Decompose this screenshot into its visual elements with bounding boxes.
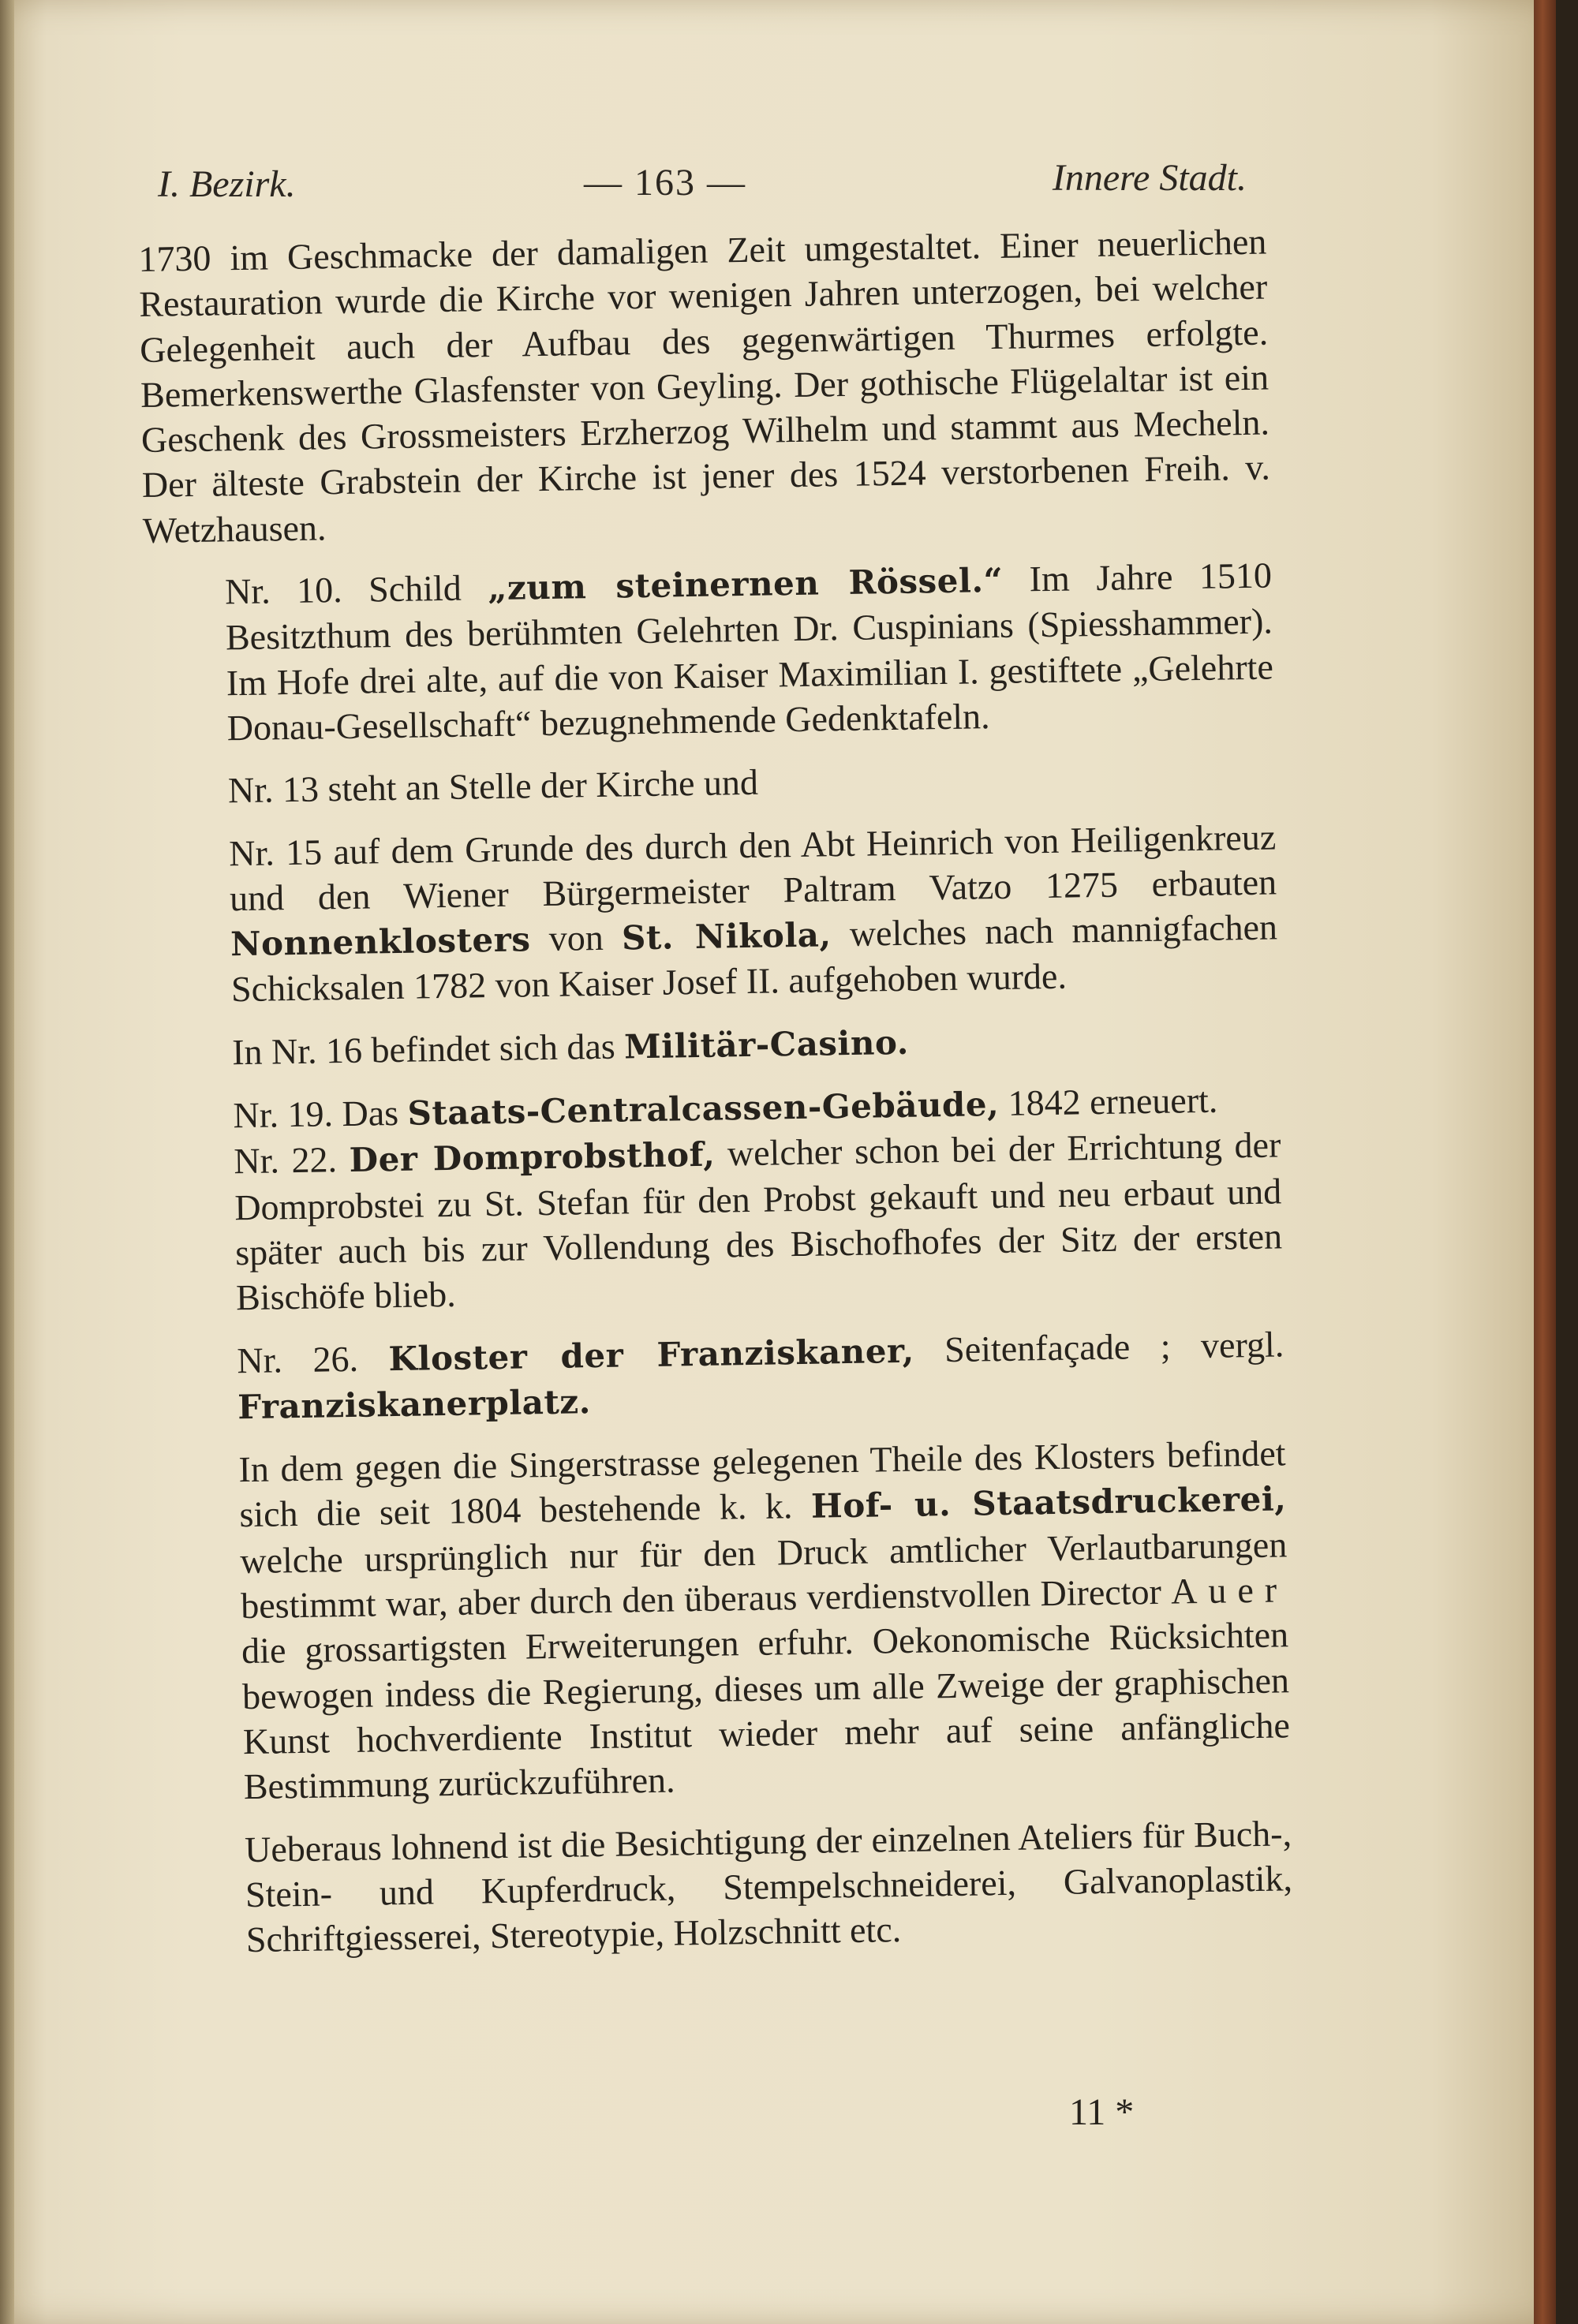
paragraph-nr-22: Nr. 22. Der Domprobsthof, welcher schon bei der Errichtung der Domprobstei zu St. Stefan für den Probst gekauft und neu erbaut und später auch bis zur Vollendung des Bischofhofes der Sitz der ersten Bischöfe blieb. [234,1124,1283,1318]
emphasis-st-nikola: St. Nikola, [621,915,832,958]
signature-mark: 11 * [1069,2091,1135,2133]
emphasis-staats-centralcassen: Staats-Centralcassen-Gebäude, [407,1085,1000,1133]
emphasis-franziskanerplatz: Franziskanerplatz. [237,1382,592,1427]
paragraph-nr-16: In Nr. 16 befindet sich das Militär-Casino. [231,1022,910,1073]
paragraph-nr-19: Nr. 19. Das Staats-Centralcassen-Gebäude, 1842 erneuert. [233,1079,1218,1136]
running-header [158,157,1247,218]
paragraph-ateliers: Ueberaus lohnend ist die Besichtigung der einzelnen Ateliers für Buch-, Stein- und Kupferdruck, Stempelschneiderei, Galvanoplastik, Schriftgiesserei, Stereotypie, Holzschnitt etc. [244,1812,1293,1960]
emphasis-hof-staatsdruckerei: Hof- u. Staatsdruckerei, [810,1479,1287,1526]
emphasis-nonnenklosters: Nonnenklosters [230,920,531,964]
header-area: Innere Stadt. [1052,157,1247,199]
page-number: — 163 — [584,162,746,204]
paragraph-nr-15: Nr. 15 auf dem Grunde des durch den Abt Heinrich von Heiligenkreuz und den Wiener Bürgermeister Paltram Vatzo 1275 erbauten Nonnenklosters von St. Nikola, welches nach mannigfachen Schicksalen 1782 von Kaiser Josef II. aufgehoben wurde. [228,816,1278,1010]
emphasis-kloster-franziskaner: Kloster der Franziskaner, [388,1331,915,1378]
emphasis-domprobsthof: Der Domprobsthof, [349,1135,716,1180]
paragraph-nr-10: Nr. 10. Schild „zum steinernen Rössel.“ Im Jahre 1510 Besitzthum des berühmten Gelehrten Dr. Cuspinians (Spiesshammer). Im Hofe drei alte, auf die von Kaiser Maximilian I. gestiftete „Gelehrte Donau-Gesellschaft“ bezugnehmende Gedenktafeln. [224,555,1274,749]
header-district: I. Bezirk. [158,163,296,205]
paragraph-1: 1730 im Geschmacke der damaligen Zeit umgestaltet. Einer neuerlichen Restauration wurde die Kirche vor wenigen Jahren unterzogen, bei welcher Gelegenheit auch der Aufbau des gegenwärtigen Thurmes erfolgte. Bemerkenswerthe Glasfenster von Geyling. Der gothische Flügelaltar ist ein Geschenk des Grossmeisters Erzherzog Wilhelm und stammt aus Mecheln. Der älteste Grabstein der Kirche ist jener des 1524 verstorbenen Freih. v. Wetzhausen. [138,221,1271,551]
emphasis-militaer-casino: Militär-Casino. [623,1022,910,1067]
book-binding-edge [1534,0,1556,2324]
paragraph-nr-26: Nr. 26. Kloster der Franziskaner, Seitenfaçade ; vergl. Franziskanerplatz. [236,1323,1284,1427]
spaced-name-auer: Auer [1170,1569,1288,1612]
body-text [138,219,1293,1964]
page-edge-shadow [0,0,14,2324]
paragraph-nr-13: Nr. 13 steht an Stelle der Kirche und [227,762,759,811]
emphasis-zum-steinernen-roessel: „zum steinernen Rössel.“ [487,560,1004,608]
paragraph-staatsdruckerei: In dem gegen die Singerstrasse gelegenen Theile des Klosters befindet sich die seit 1804 bestehende k. k. Hof- u. Staatsdruckerei, welche ursprünglich nur für den Druck amtlicher Verlautbarungen bestimmt war, aber durch den überaus verdienstvollen Director Auer die grossartigsten Erweiterungen erfuhr. Oekonomische Rücksichten bewogen indess die Regierung, dieses um alle Zweige der graphischen Kunst hochverdiente Institut wieder mehr auf seine anfängliche Bestimmung zurückzuführen. [238,1433,1291,1807]
